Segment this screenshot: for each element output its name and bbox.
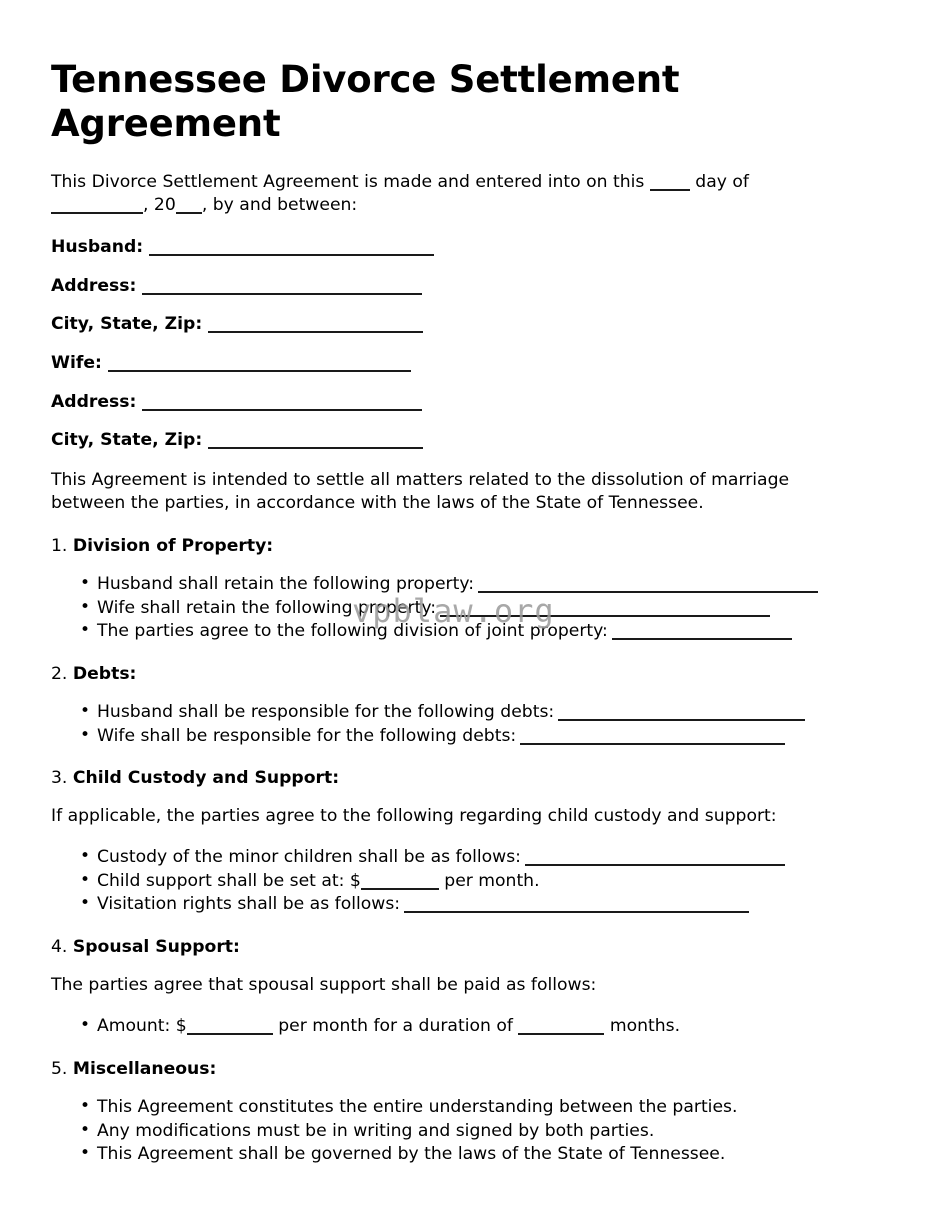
bullet-text: Amount: $	[97, 1016, 187, 1037]
section-3-number: 3.	[51, 768, 68, 789]
section-3-intro: If applicable, the parties agree to the following regarding child custody and support:	[51, 806, 777, 827]
section-1-bullets	[51, 573, 843, 643]
list-item	[51, 846, 843, 869]
list-item	[51, 870, 843, 893]
bullet-text: Husband shall be responsible for the following debts:	[97, 701, 555, 722]
answer-blank[interactable]	[478, 591, 818, 593]
section-3-heading	[51, 767, 843, 789]
list-item	[51, 893, 843, 916]
list-item	[51, 1015, 843, 1038]
spousal-amount-blank[interactable]	[187, 1033, 273, 1035]
bullet-text: Visitation rights shall be as follows:	[97, 894, 401, 915]
bullet-text-suffix: months.	[609, 1016, 681, 1037]
day-blank[interactable]	[650, 189, 690, 191]
bullet-text: This Agreement constitutes the entire understanding between the parties.	[97, 1096, 738, 1117]
intro-text-a: This Divorce Settlement Agreement is made and entered into on this	[51, 172, 645, 193]
section-4-heading	[51, 936, 843, 958]
section-5-bullets	[51, 1096, 843, 1166]
list-item	[51, 1143, 843, 1166]
answer-blank[interactable]	[440, 615, 770, 617]
section-5-heading	[51, 1058, 843, 1080]
recital-paragraph: This Agreement is intended to settle all matters related to the dissolution of marriage between the parties, in accordance with the laws of the State of Tennessee.	[51, 469, 790, 513]
bullet-text: This Agreement shall be governed by the laws of the State of Tennessee.	[97, 1144, 726, 1165]
field-wife-address	[51, 392, 843, 413]
intro-text-d: , by and between:	[201, 195, 358, 216]
bullet-text-suffix: per month.	[444, 870, 540, 891]
child-support-amount-blank[interactable]	[361, 888, 439, 890]
field-wife-input[interactable]	[108, 370, 411, 372]
field-wife-label: Wife:	[51, 352, 102, 373]
bullet-text: Any modifications must be in writing and signed by both parties.	[97, 1120, 655, 1141]
field-wife-address-label: Address:	[51, 391, 137, 412]
field-husband-input[interactable]	[149, 254, 434, 256]
field-husband-city-label: City, State, Zip:	[51, 314, 203, 335]
bullet-text: Husband shall retain the following property:	[97, 574, 475, 595]
party-fields	[51, 237, 843, 451]
section-1-number: 1.	[51, 535, 68, 556]
bullet-text: Wife shall be responsible for the following debts:	[97, 725, 517, 746]
field-wife	[51, 353, 843, 374]
section-5-title: Miscellaneous:	[72, 1058, 217, 1079]
field-husband-address-input[interactable]	[142, 293, 422, 295]
list-item	[51, 725, 843, 748]
document-content	[51, 58, 843, 1186]
answer-blank[interactable]	[612, 638, 792, 640]
answer-blank[interactable]	[525, 864, 785, 866]
list-item	[51, 701, 843, 724]
section-1-title: Division of Property:	[72, 535, 274, 556]
intro-text-c: , 20	[143, 195, 176, 216]
page-title: Tennessee Divorce Settlement Agreement	[51, 58, 680, 145]
section-3-bullets	[51, 846, 843, 916]
list-item	[51, 573, 843, 596]
intro-paragraph	[51, 171, 843, 217]
section-4-intro: The parties agree that spousal support shall be paid as follows:	[51, 975, 597, 996]
month-blank[interactable]	[51, 212, 143, 214]
list-item	[51, 620, 843, 643]
section-1-heading	[51, 535, 843, 557]
section-4-bullets	[51, 1015, 843, 1038]
field-wife-address-input[interactable]	[142, 409, 422, 411]
field-wife-city-label: City, State, Zip:	[51, 430, 203, 451]
field-wife-city	[51, 430, 843, 451]
bullet-text: Custody of the minor children shall be as follows:	[97, 847, 521, 868]
section-5-number: 5.	[51, 1058, 68, 1079]
section-2-bullets	[51, 701, 843, 747]
bullet-text-mid: per month for a duration of	[278, 1016, 513, 1037]
section-4-title: Spousal Support:	[72, 936, 240, 957]
section-2-heading	[51, 663, 843, 685]
bullet-text: Child support shall be set at: $	[97, 870, 361, 891]
list-item	[51, 1120, 843, 1143]
field-husband-address-label: Address:	[51, 275, 137, 296]
field-wife-city-input[interactable]	[208, 447, 423, 449]
list-item	[51, 1096, 843, 1119]
field-husband-city-input[interactable]	[208, 331, 423, 333]
watermark-text: vpblaw.org	[352, 592, 555, 630]
field-husband	[51, 237, 843, 258]
section-4-number: 4.	[51, 936, 68, 957]
section-3-title: Child Custody and Support:	[72, 768, 340, 789]
section-2-number: 2.	[51, 663, 68, 684]
field-husband-address	[51, 276, 843, 297]
bullet-text: The parties agree to the following division of joint property:	[97, 621, 608, 642]
answer-blank[interactable]	[404, 911, 749, 913]
answer-blank[interactable]	[558, 719, 805, 721]
intro-text-b: day of	[695, 172, 749, 193]
list-item	[51, 597, 843, 620]
section-2-title: Debts:	[72, 663, 137, 684]
field-husband-label: Husband:	[51, 237, 144, 258]
year-blank[interactable]	[176, 212, 202, 214]
spousal-duration-blank[interactable]	[518, 1033, 604, 1035]
bullet-text: Wife shall retain the following property:	[97, 597, 437, 618]
answer-blank[interactable]	[520, 743, 785, 745]
field-husband-city	[51, 314, 843, 335]
